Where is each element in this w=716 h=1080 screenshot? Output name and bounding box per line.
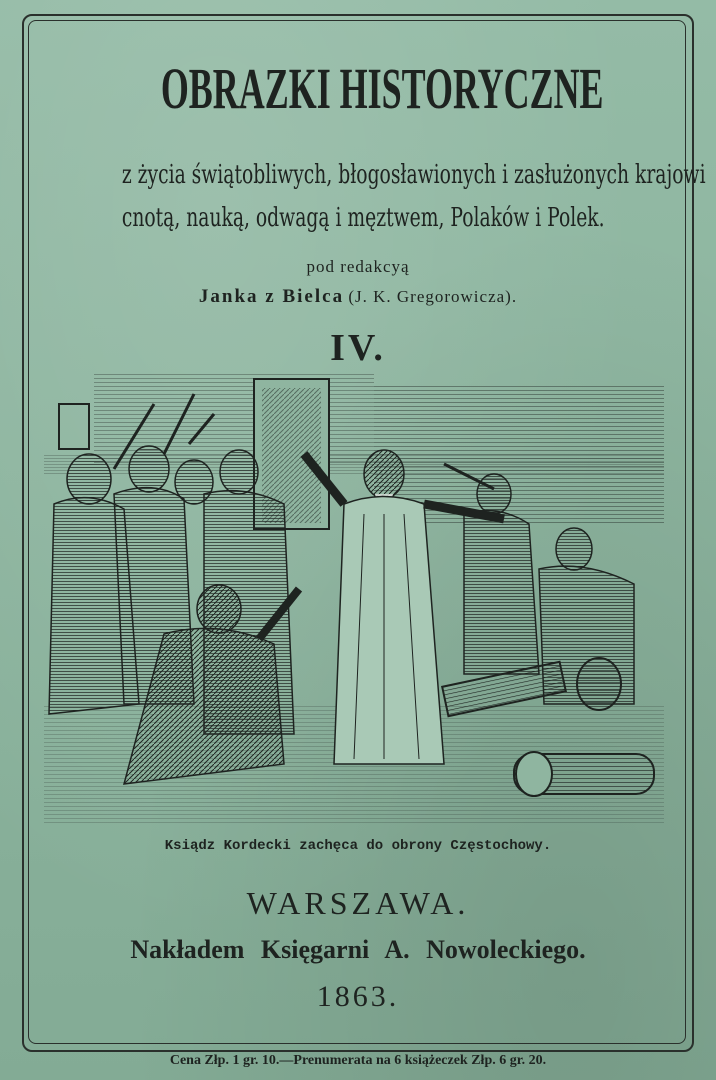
volume-number: IV. — [330, 327, 386, 369]
publisher-line: Nakładem Księgarni A. Nowoleckiego. — [130, 935, 586, 964]
publication-year: 1863. — [316, 980, 400, 1013]
author-real-name: (J. K. Gregorowicza). — [348, 287, 518, 306]
price-line: Cena Złp. 1 gr. 10.—Prenumerata na 6 książeczek Złp. 6 gr. 20. — [169, 1053, 547, 1068]
engraving-illustration — [44, 374, 664, 826]
illustration-caption: Ksiądz Kordecki zachęca do obrony Częstochowy. — [164, 838, 552, 854]
cover-title: OBRAZKI HISTORYCZNE — [160, 56, 604, 121]
engraving-scene — [44, 374, 664, 826]
subtitle-line-2: cnotą, nauką, odwagą i męztwem, Polaków i Polek. — [121, 203, 605, 233]
subtitle-line-1: z życia świątobliwych, błogosławionych i zasłużonych krajowi — [121, 160, 706, 190]
author-line — [40, 286, 676, 308]
author-name: Janka z Bielca — [198, 286, 345, 307]
publication-city: WARSZAWA. — [246, 885, 470, 921]
editor-label: pod redakcyą — [306, 257, 410, 276]
